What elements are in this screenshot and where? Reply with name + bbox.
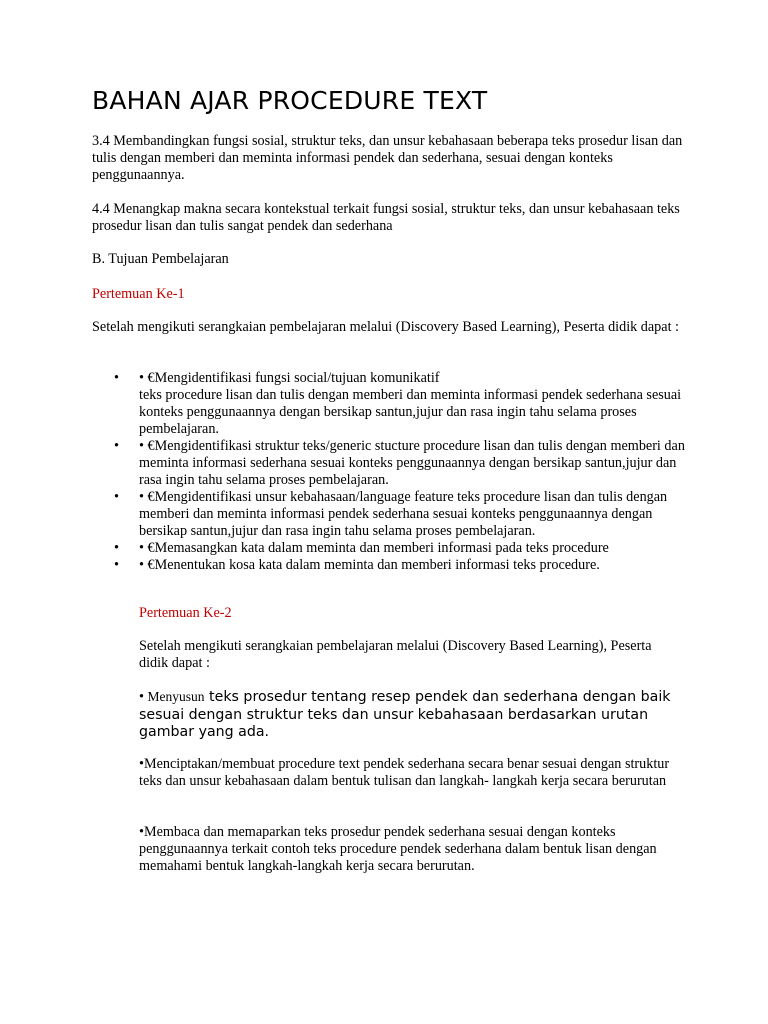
bullet-icon: • (139, 689, 144, 705)
list-item-lead: Menyusun (147, 689, 205, 704)
list-item (92, 557, 692, 574)
list-item-text: Menentukan kosa kata dalam meminta dan memberi informasi teks procedure. (154, 557, 600, 573)
list-item-text: teks procedure lisan dan tulis dengan memberi dan meminta informasi pendek sederhana sesuai konteks penggunaannya dengan bersikap santun,jujur dan rasa ingin tahu selama proses pembelajaran. (139, 387, 682, 437)
list-item-text: Menciptakan/membuat procedure text pendek sederhana secara benar sesuai dengan struktur teks dan unsur kebahasaan dalam bentuk tulisan dan langkah- langkah kerja secara berurutan (139, 756, 670, 789)
bullet-icon: • € (139, 438, 155, 454)
bullet-icon: • € (139, 489, 155, 505)
bullet-icon: • (114, 370, 119, 386)
paragraph-kd-3-4: 3.4 Membandingkan fungsi sosial, struktur teks, dan unsur kebahasaan beberapa teks prosedur lisan dan tulis dengan memberi dan meminta informasi pendek dan sederhana, sesuai dengan konteks penggunaannya. (92, 133, 683, 183)
bullet-icon: • (114, 438, 119, 454)
bullet-icon: • (139, 756, 144, 772)
list-item-text: Mengidentifikasi struktur teks/generic stucture procedure lisan dan tulis dengan memberi dan meminta informasi sederhana sesuai konteks penggunaannya dengan bersikap santun,jujur dan rasa ingin tahu selama proses pembelajaran. (139, 438, 685, 488)
meeting1-objectives-list (92, 370, 692, 574)
list-item (92, 540, 692, 557)
bullet-icon: • (139, 824, 144, 840)
meeting2-item-1 (139, 688, 679, 742)
list-item-text: Mengidentifikasi unsur kebahasaan/language feature teks procedure lisan dan tulis dengan memberi dan meminta informasi pendek sederhana sesuai konteks penggunaannya dengan bersikap santun,jujur dan rasa ingin tahu selama proses pembelajaran. (139, 489, 668, 539)
bullet-icon: • € (139, 557, 155, 573)
meeting1-heading: Pertemuan Ke-1 (92, 286, 185, 302)
list-item (92, 489, 692, 540)
meeting2-item-2 (139, 756, 679, 790)
bullet-icon: • € (139, 370, 155, 386)
list-item (92, 438, 692, 489)
section-heading-tujuan: B. Tujuan Pembelajaran (92, 251, 229, 267)
list-item-text: Memasangkan kata dalam meminta dan memberi informasi pada teks procedure (154, 540, 609, 556)
bullet-icon: • € (139, 540, 155, 556)
meeting2-heading: Pertemuan Ke-2 (139, 605, 232, 621)
bullet-icon: • (114, 557, 119, 573)
list-item-text: teks prosedur tentang resep pendek dan sederhana dengan baik sesuai dengan struktur teks dan unsur kebahasaan berdasarkan urutan gambar yang ada. (139, 689, 671, 740)
bullet-icon: • (114, 489, 119, 505)
bullet-icon: • (114, 540, 119, 556)
list-item-text: Mengidentifikasi fungsi social/tujuan komunikatif (154, 370, 440, 386)
meeting2-item-3 (139, 824, 679, 875)
list-item (92, 370, 692, 438)
meeting2-intro: Setelah mengikuti serangkaian pembelajaran melalui (Discovery Based Learning), Peserta didik dapat : (139, 638, 652, 671)
meeting1-intro: Setelah mengikuti serangkaian pembelajaran melalui (Discovery Based Learning), Peserta didik dapat : (92, 319, 680, 335)
document-title: BAHAN AJAR PROCEDURE TEXT (92, 86, 488, 115)
paragraph-kd-4-4: 4.4 Menangkap makna secara kontekstual terkait fungsi sosial, struktur teks, dan unsur kebahasaan teks prosedur lisan dan tulis sangat pendek dan sederhana (92, 201, 680, 234)
list-item-text: Membaca dan memaparkan teks prosedur pendek sederhana sesuai dengan konteks penggunaannya terkait contoh teks procedure pendek sederhana dalam bentuk lisan dengan memahami bentuk langkah-langkah kerja secara berurutan. (139, 824, 657, 874)
